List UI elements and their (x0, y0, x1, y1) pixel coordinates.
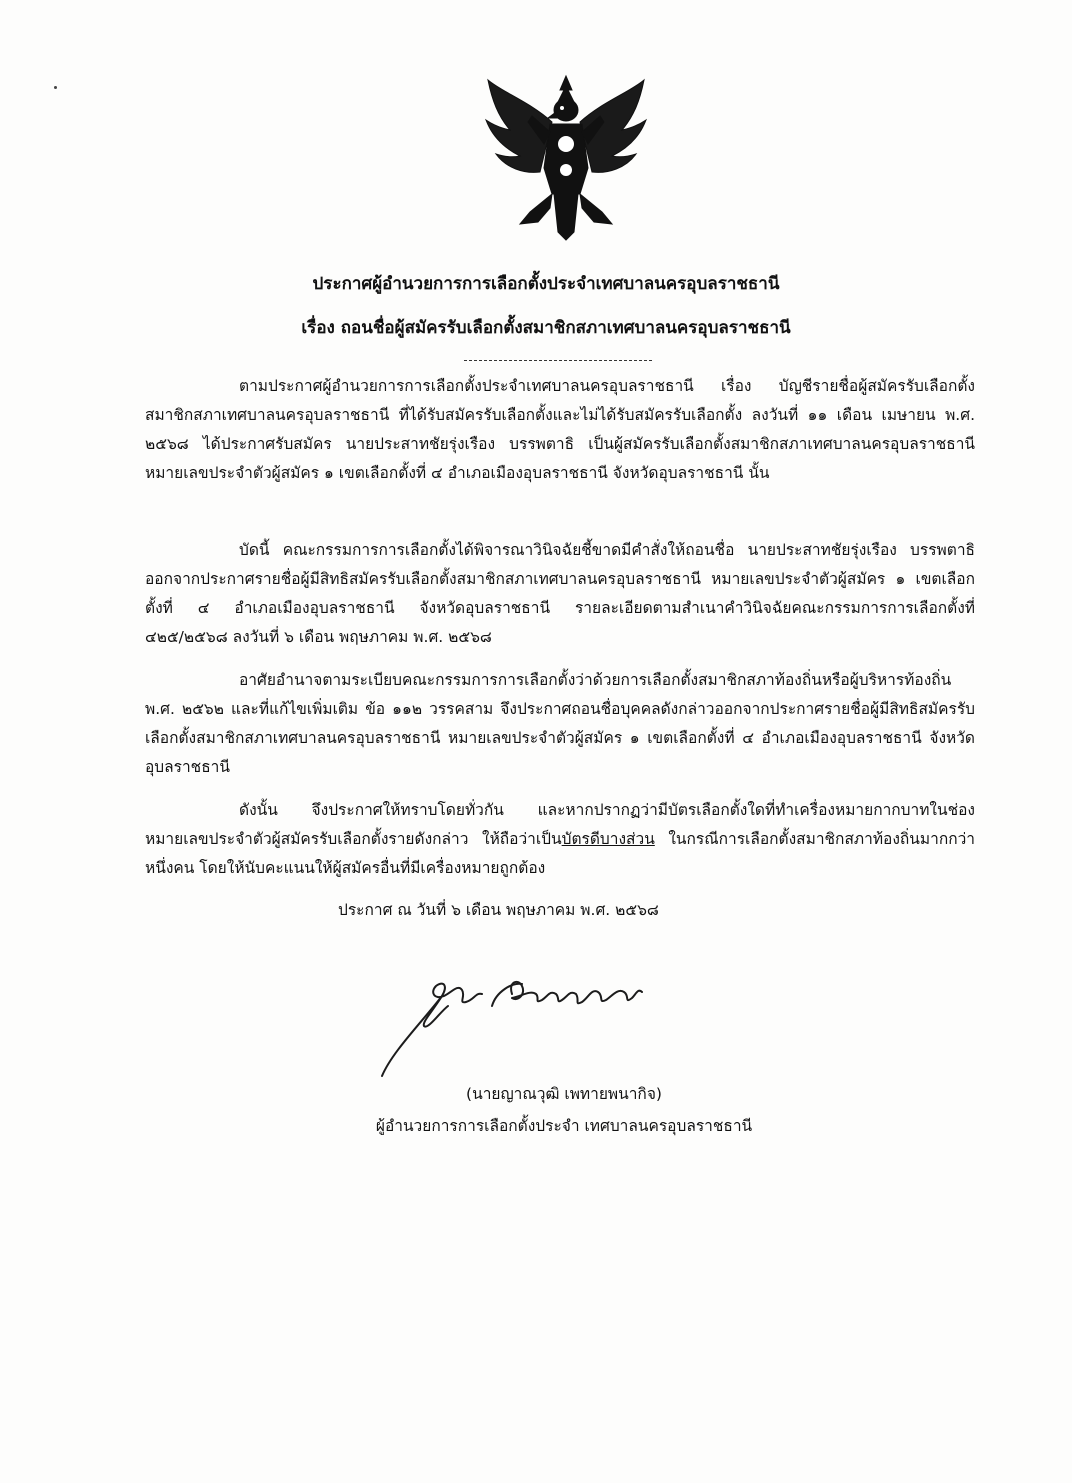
paragraph-4-text-a: ดังนั้น จึงประกาศให้ทราบโดยทั่วกัน และหากปรากฏว่ามีบัตรเลือกตั้งใดที่ทำเครื่องหมายกากบาทในช่องหมายเลขประจำตัวผู้สมัครรับเลือกตั้งรายดังกล่าว ให้ถือว่าเป็น (145, 801, 975, 848)
announcement-date: ประกาศ ณ วันที่ ๖ เดือน พฤษภาคม พ.ศ. ๒๕๖๘ (338, 901, 659, 919)
scan-speck (54, 86, 57, 89)
partial-valid-ballot-term: บัตรดีบางส่วน (561, 830, 655, 848)
handwritten-signature (362, 952, 662, 1082)
garuda-emblem-icon (480, 72, 652, 244)
paragraph-4 (145, 796, 975, 883)
paragraph-2: บัดนี้ คณะกรรมการการเลือกตั้งได้พิจารณาวินิจฉัยชี้ขาดมีคำสั่งให้ถอนชื่อ นายประสาทชัยรุ่งเรือง บรรพตาธิ ออกจากประกาศรายชื่อผู้มีสิทธิสมัครรับเลือกตั้งสมาชิกสภาเทศบาลนครอุบลราชธานี หมายเลขประจำตัวผู้สมัคร ๑ เขตเลือกตั้งที่ ๔ อำเภอเมืองอุบลราชธานี จังหวัดอุบลราชธานี รายละเอียดตามสำเนาคำวินิจฉัยคณะกรรมการการเลือกตั้งที่ ๔๒๕/๒๕๖๘ ลงวันที่ ๖ เดือน พฤษภาคม พ.ศ. ๒๕๖๘ (145, 541, 975, 646)
signer-title: ผู้อำนวยการการเลือกตั้งประจำ เทศบาลนครอุบลราชธานี (375, 1117, 753, 1135)
announcement-title: ประกาศผู้อำนวยการการเลือกตั้งประจำเทศบาลนครอุบลราชธานี (312, 274, 780, 294)
title-divider (464, 360, 652, 361)
announcement-subject: เรื่อง ถอนชื่อผู้สมัครรับเลือกตั้งสมาชิกสภาเทศบาลนครอุบลราชธานี (301, 318, 791, 338)
paragraph-3: อาศัยอำนาจตามระเบียบคณะกรรมการการเลือกตั้งว่าด้วยการเลือกตั้งสมาชิกสภาท้องถิ่นหรือผู้บริหารท้องถิ่น พ.ศ. ๒๕๖๒ และที่แก้ไขเพิ่มเติม ข้อ ๑๑๒ วรรคสาม จึงประกาศถอนชื่อบุคคลดังกล่าวออกจากประกาศรายชื่อผู้มีสิทธิสมัครรับเลือกตั้งสมาชิกสภาเทศบาลนครอุบลราชธานี หมายเลขประจำตัวผู้สมัคร ๑ เขตเลือกตั้งที่ ๔ อำเภอเมืองอุบลราชธานี จังหวัดอุบลราชธานี (145, 671, 975, 776)
signer-name: (นายญาณวุฒิ เพทายพนากิจ) (466, 1085, 662, 1103)
paragraph-1: ตามประกาศผู้อำนวยการการเลือกตั้งประจำเทศบาลนครอุบลราชธานี เรื่อง บัญชีรายชื่อผู้สมัครรับเลือกตั้งสมาชิกสภาเทศบาลนครอุบลราชธานี ที่ได้รับสมัครรับเลือกตั้งและไม่ได้รับสมัครรับเลือกตั้ง ลงวันที่ ๑๑ เดือน เมษายน พ.ศ. ๒๕๖๘ ได้ประกาศรับสมัคร นายประสาทชัยรุ่งเรือง บรรพตาธิ เป็นผู้สมัครรับเลือกตั้งสมาชิกสภาเทศบาลนครอุบลราชธานี หมายเลขประจำตัวผู้สมัคร ๑ เขตเลือกตั้งที่ ๔ อำเภอเมืองอุบลราชธานี จังหวัดอุบลราชธานี นั้น (145, 377, 975, 482)
paragraph-4-text-b: ในกรณีการเลือกตั้งสมาชิกสภาท้องถิ่นมากกว่าหนึ่งคน โดยให้นับคะแนนให้ผู้สมัครอื่นที่มีเครื่องหมายถูกต้อง (145, 830, 975, 877)
